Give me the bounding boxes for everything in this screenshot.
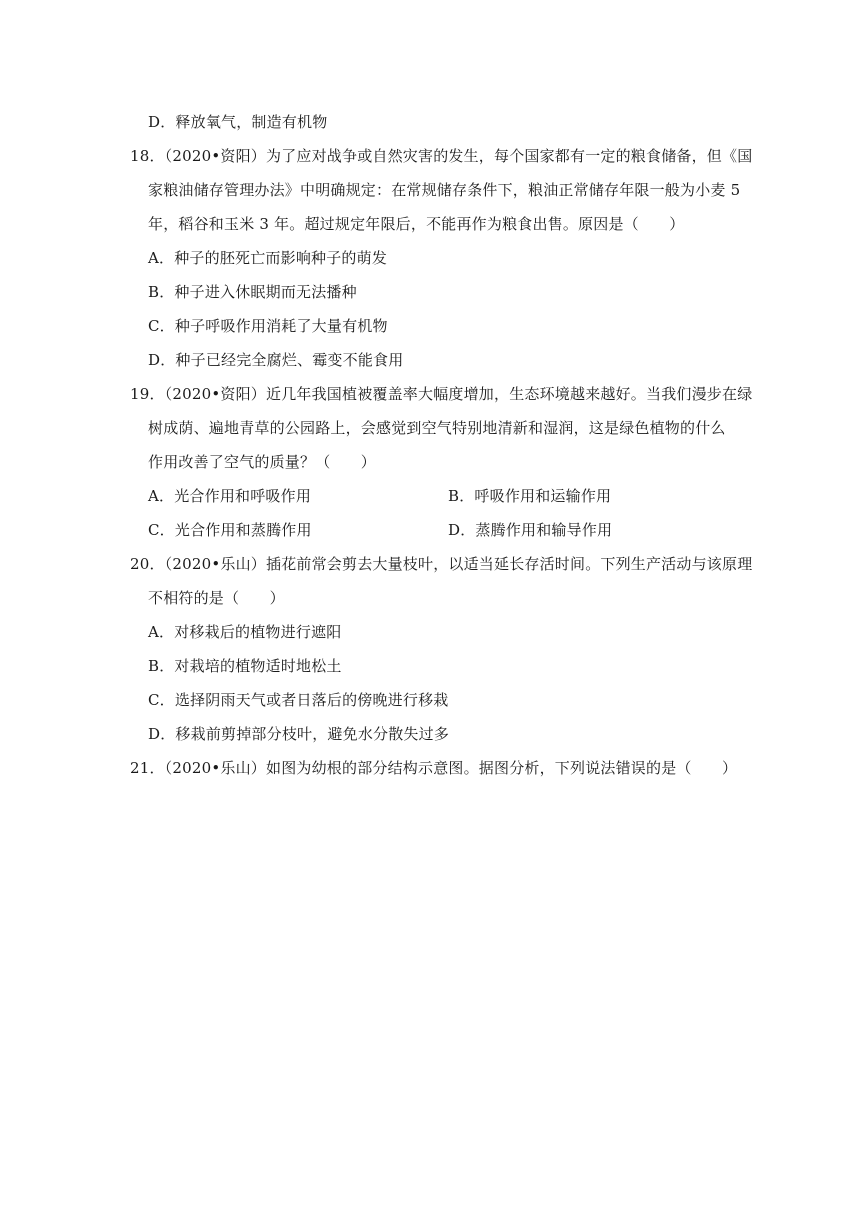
q20-option-a: A．对移栽后的植物进行遮阳 [148,623,342,641]
q18-option-d: D．种子已经完全腐烂、霉变不能食用 [148,351,404,369]
q18-stem-line-3: 年，稻谷和玉米 3 年。超过规定年限后，不能再作为粮食出售。原因是（ ） [148,215,685,233]
q19-option-b: B．呼吸作用和运输作用 [448,487,612,505]
q19-option-c: C．光合作用和蒸腾作用 [148,521,312,539]
q20-option-d: D．移栽前剪掉部分枝叶，避免水分散失过多 [148,725,450,743]
q18-option-a: A．种子的胚死亡而影响种子的萌发 [148,249,388,267]
q19-stem-line-2: 树成荫、遍地青草的公园路上，会感觉到空气特别地清新和湿润，这是绿色植物的什么 [148,419,726,437]
q19-option-a: A．光合作用和呼吸作用 [148,487,312,505]
q19-stem-line-3: 作用改善了空气的质量？（ ） [148,453,377,471]
q20-option-c: C．选择阴雨天气或者日落后的傍晚进行移栽 [148,691,449,709]
q18-option-c: C．种子呼吸作用消耗了大量有机物 [148,317,388,335]
q20-option-b: B．对栽培的植物适时地松土 [148,657,342,675]
q17-option-d: D．释放氧气，制造有机物 [148,113,328,131]
q21-stem-line-1: 21．（2020•乐山）如图为幼根的部分结构示意图。据图分析，下列说法错误的是（ ） [130,759,738,777]
q18-option-b: B．种子进入休眠期而无法播种 [148,283,357,301]
q20-stem-line-1: 20．（2020•乐山）插花前常会剪去大量枝叶，以适当延长存活时间。下列生产活动与该原理 [130,555,753,573]
q20-stem-line-2: 不相符的是（ ） [148,589,285,607]
q18-stem-line-2: 家粮油储存管理办法》中明确规定：在常规储存条件下，粮油正常储存年限一般为小麦 5 [148,181,741,199]
q19-option-d: D．蒸腾作用和输导作用 [448,521,613,539]
q18-stem-line-1: 18．（2020•资阳）为了应对战争或自然灾害的发生，每个国家都有一定的粮食储备，但《国 [130,147,753,165]
q19-stem-line-1: 19．（2020•资阳）近几年我国植被覆盖率大幅度增加，生态环境越来越好。当我们漫步在绿 [130,385,753,403]
